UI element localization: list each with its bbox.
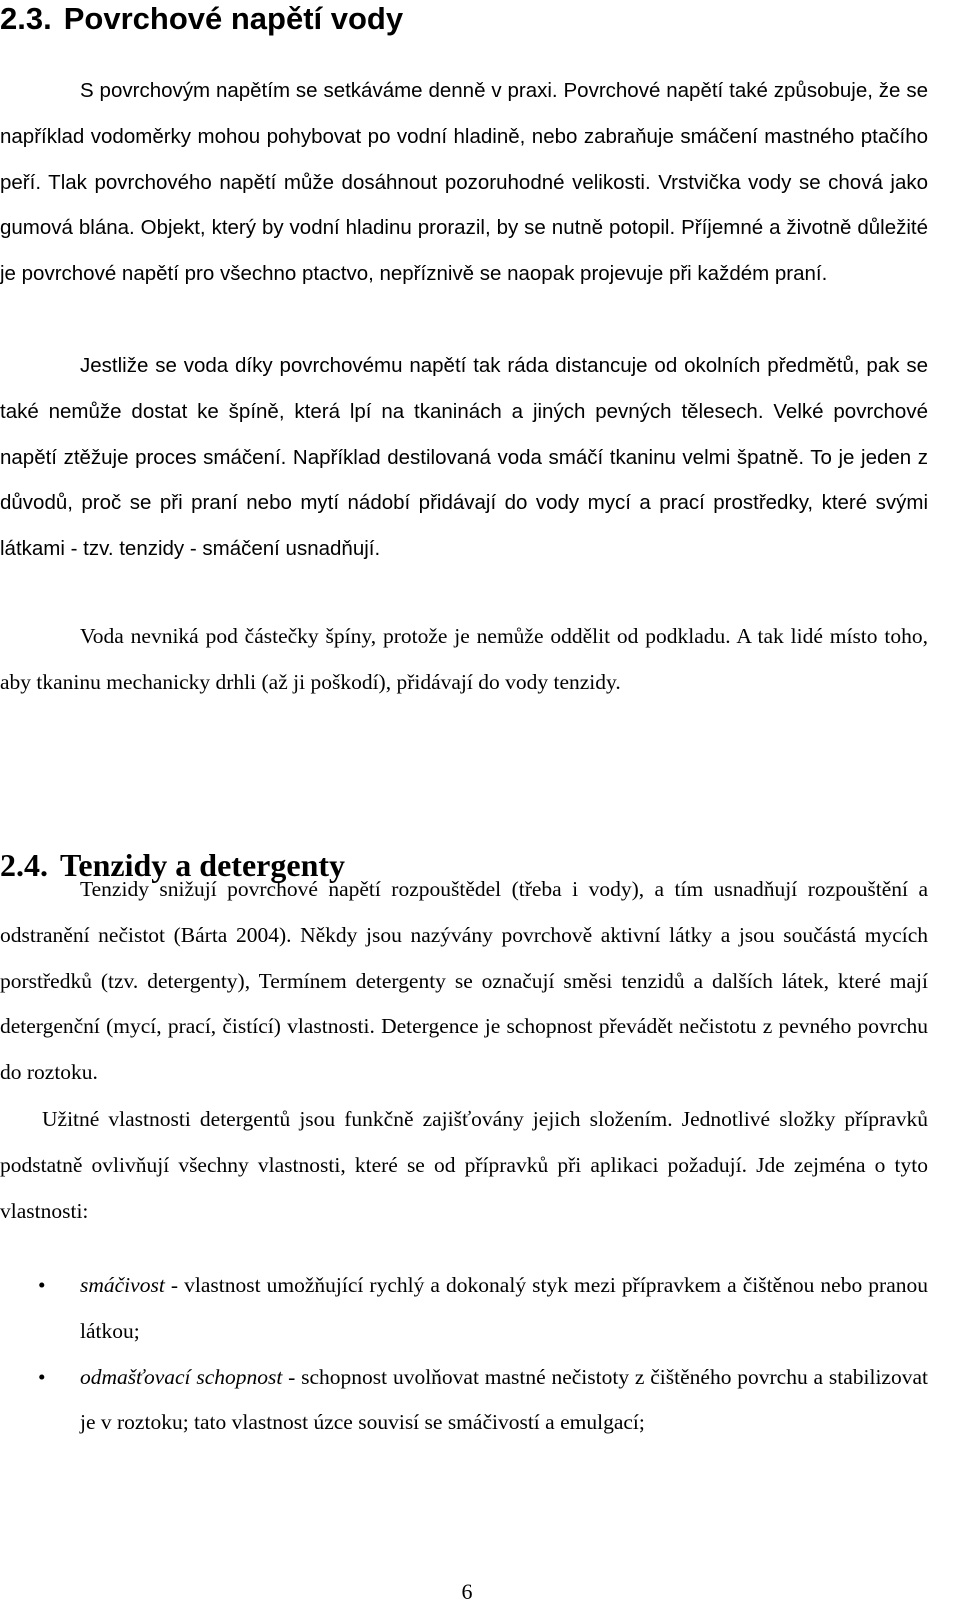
paragraph-detergent-properties: Užitné vlastnosti detergentů jsou funkčně zajišťovány jejich složením. Jednotlivé složky přípravků podstatně ovlivňují všechny vlastnosti, které se od přípravků při aplikaci požadují. Jde zejména o tyto vlastnosti: [0,1107,928,1223]
section-title: Povrchové napětí vody [63,1,404,36]
section-number: 2.4. [0,847,48,883]
list-item-text: - schopnost uvolňovat mastné nečistoty z čištěného povrchu a stabilizovat je v roztoku; tato vlastnost úzce souvisí se smáčivostí a emulgací; [80,1364,928,1435]
paragraph-surface-tension-tenzidy: Voda nevniká pod částečky špíny, protože je nemůže oddělit od podkladu. A tak lidé místo toho, aby tkaninu mechanicky drhli (až ji poškodí), přidávají do vody tenzidy. [0,624,928,694]
paragraph-surface-tension-intro: S povrchovým napětím se setkáváme denně v praxi. Povrchové napětí také způsobuje, že se například vodoměrky mohou pohybovat po vodní hladině, nebo zabraňuje smáčení mastného ptačího peří. Tlak povrchového napětí může dosáhnout pozoruhodné velikosti. Vrstvička vody se chová jako gumová blána. Objekt, který by vodní hladinu prorazil, by se nutně potopil. Příjemné a životně důležité je povrchové napětí pro všechno ptactvo, nepříznivě se naopak projevuje při každém praní. [0,79,928,286]
list-item [0,1355,928,1447]
list-item [0,1263,928,1355]
page-number: 6 [461,1579,473,1604]
list-item-term: odmašťovací schopnost [80,1364,283,1389]
list-item-term: smáčivost [80,1273,165,1297]
property-list [0,1263,928,1446]
section-number: 2.3. [0,1,52,36]
section-heading-surface-tension [0,0,403,38]
section-title: Tenzidy a detergenty [60,847,346,883]
paragraph-tenzidy-definition: Tenzidy snižují povrchové napětí rozpouštědel (třeba i vody), a tím usnadňují rozpouštění a odstranění nečistot (Bárta 2004). Někdy jsou nazývány povrchově aktivní látky a jsou součástá mycích porstředků (tzv. detergenty), Termínem detergenty se označují směsi tenzidů a dalších látek, které mají detergenční (mycí, prací, čistící) vlastnosti. Detergence je schopnost převádět nečistotu z pevného povrchu do roztoku. [0,877,928,1085]
bullet-icon: • [38,1273,46,1297]
paragraph-surface-tension-dirt: Jestliže se voda díky povrchovému napětí tak ráda distancuje od okolních předmětů, pak se také nemůže dostat ke špíně, která lpí na tkaninách a jiných pevných tělesech. Velké povrchové napětí ztěžuje proces smáčení. Například destilovaná voda smáčí tkaninu velmi špatně. To je jeden z důvodů, proč se při praní nebo mytí nádobí přidávají do vody mycí a prací prostředky, které svými látkami - tzv. tenzidy - smáčení usnadňují. [0,354,928,561]
bullet-icon: • [38,1364,46,1389]
list-item-text: - vlastnost umožňující rychlý a dokonalý styk mezi přípravkem a čištěnou nebo pranou látkou; [80,1273,928,1343]
